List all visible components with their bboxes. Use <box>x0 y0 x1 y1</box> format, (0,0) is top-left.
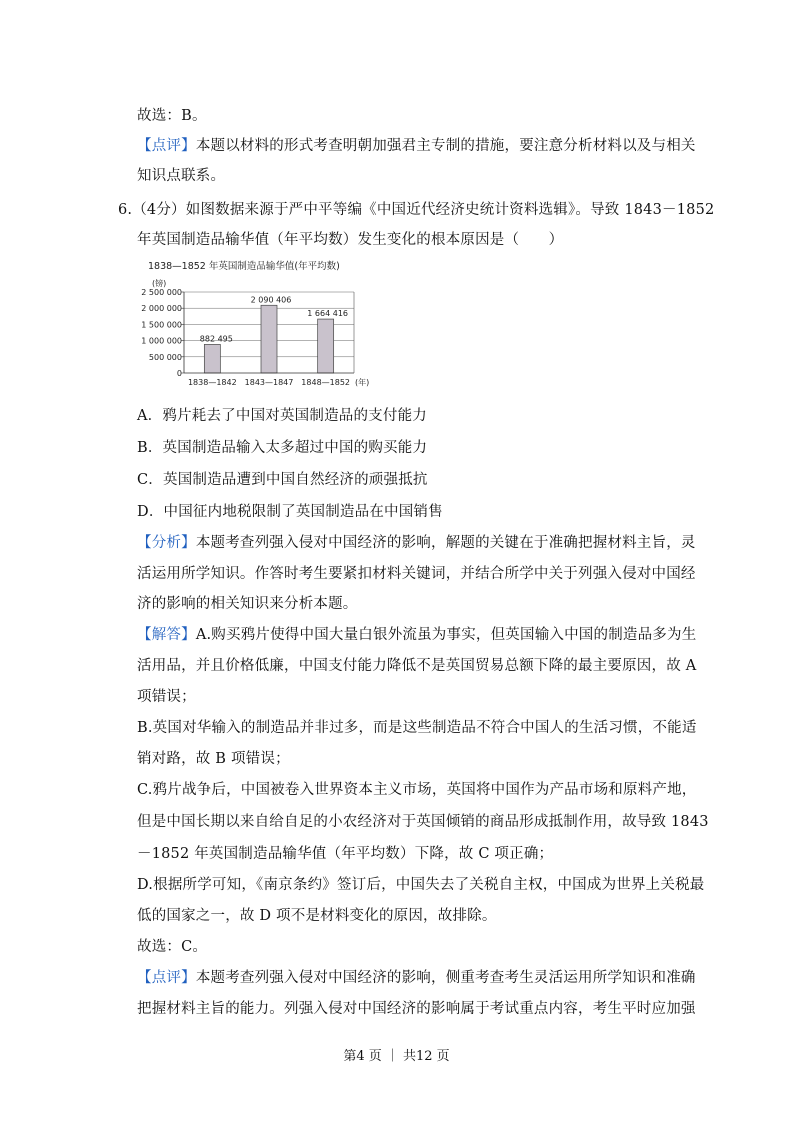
comment-tag: 【点评】 <box>137 138 196 154</box>
x-tick-label: 1843—1847 <box>244 378 294 387</box>
comment-line-1 <box>137 134 696 155</box>
comment-line-2: 知识点联系。 <box>137 168 226 184</box>
x-tick-label: 1838—1842 <box>187 378 237 387</box>
bar-value-label: 1 664 416 <box>307 309 349 319</box>
review-line-1 <box>137 966 696 987</box>
y-tick-label: 0 <box>176 369 182 378</box>
bar <box>318 319 334 373</box>
answer-line-4: B.英国对华输入的制造品并非过多，而是这些制造品不符合中国人的生活习惯，不能适 <box>137 720 697 736</box>
option-b: B．英国制造品输入太多超过中国的购买能力 <box>137 440 428 456</box>
text-line-1: 故选：B。 <box>137 108 207 124</box>
export-bar-chart <box>128 256 408 392</box>
y-tick-label: 2 000 000 <box>141 304 182 314</box>
analysis-line-3: 济的影响的相关知识来分析本题。 <box>137 596 358 612</box>
option-c: C．英国制造品遭到中国自然经济的顽强抵抗 <box>137 472 428 488</box>
answer-line-8: －1852 年英国制造品输华值（年平均数）下降，故 C 项正确； <box>137 846 554 862</box>
option-a: A．鸦片耗去了中国对英国制造品的支付能力 <box>137 408 427 424</box>
answer-text: A.购买鸦片使得中国大量白银外流虽为事实，但英国输入中国的制造品多为生 <box>195 627 697 643</box>
answer-tag: 【解答】 <box>137 627 196 643</box>
review-tag: 【点评】 <box>137 970 196 986</box>
chart-title: 1838—1852 年英国制造品输华值(年平均数) <box>148 261 340 272</box>
x-tick-label: 1848—1852 <box>301 378 351 387</box>
y-tick-label: 2 500 000 <box>141 288 182 297</box>
analysis-text: 本题考查列强入侵对中国经济的影响，解题的关键在于准确把握材料主旨，灵 <box>195 535 696 551</box>
bar <box>261 305 277 373</box>
question-6-line-2: 年英国制造品输华值（年平均数）发生变化的根本原因是（ ） <box>137 232 564 248</box>
answer-line-2: 活用品，并且价格低廉，中国支付能力降低不是英国贸易总额下降的最主要原因，故 A <box>137 658 697 674</box>
analysis-line-2: 活运用所学知识。作答时考生要紧扣材料关键词，并结合所学中关于列强入侵对中国经 <box>137 566 696 582</box>
analysis-line-1 <box>137 531 696 552</box>
answer-line-5: 销对路，故 B 项错误； <box>137 751 290 767</box>
answer-line-9: D.根据所学可知，《南京条约》签订后，中国失去了关税自主权，中国成为世界上关税最 <box>137 877 705 893</box>
y-tick-label: 500 000 <box>148 352 182 362</box>
bar-value-label: 2 090 406 <box>250 295 292 305</box>
y-axis-label: (镑) <box>152 279 167 288</box>
answer-line-7: 但是中国长期以来自给自足的小农经济对于英国倾销的商品形成抵制作用，故导致 1843 <box>137 814 709 830</box>
page-footer: 第4 页 ｜ 共12 页 <box>343 1049 450 1064</box>
answer-line-6: C.鸦片战争后，中国被卷入世界资本主义市场，英国将中国作为产品市场和原料产地， <box>137 782 697 798</box>
bar <box>204 344 220 373</box>
option-d: D．中国征内地税限制了英国制造品在中国销售 <box>137 504 443 520</box>
comment-text: 本题以材料的形式考查明朝加强君主专制的措施，要注意分析材料以及与相关 <box>195 138 696 154</box>
bar-value-label: 882 495 <box>199 334 233 344</box>
answer-line-1 <box>137 623 696 644</box>
answer-choice: 故选：C。 <box>137 939 208 955</box>
review-text: 本题考查列强入侵对中国经济的影响，侧重考查考生灵活运用所学知识和准确 <box>195 970 696 986</box>
analysis-tag: 【分析】 <box>137 535 196 551</box>
x-axis-label: (年) <box>355 378 370 387</box>
y-tick-label: 1 500 000 <box>141 320 182 330</box>
question-6-line-1: 6.（4分）如图数据来源于严中平等编《中国近代经济史统计资料选辑》。导致 1843－1852 <box>118 202 715 218</box>
y-tick-label: 1 000 000 <box>141 336 182 346</box>
review-line-2: 把握材料主旨的能力。列强入侵对中国经济的影响属于考试重点内容，考生平时应加强 <box>137 1001 696 1017</box>
answer-line-3: 项错误； <box>137 689 196 705</box>
answer-line-10: 低的国家之一，故 D 项不是材料变化的原因，故排除。 <box>137 908 497 924</box>
